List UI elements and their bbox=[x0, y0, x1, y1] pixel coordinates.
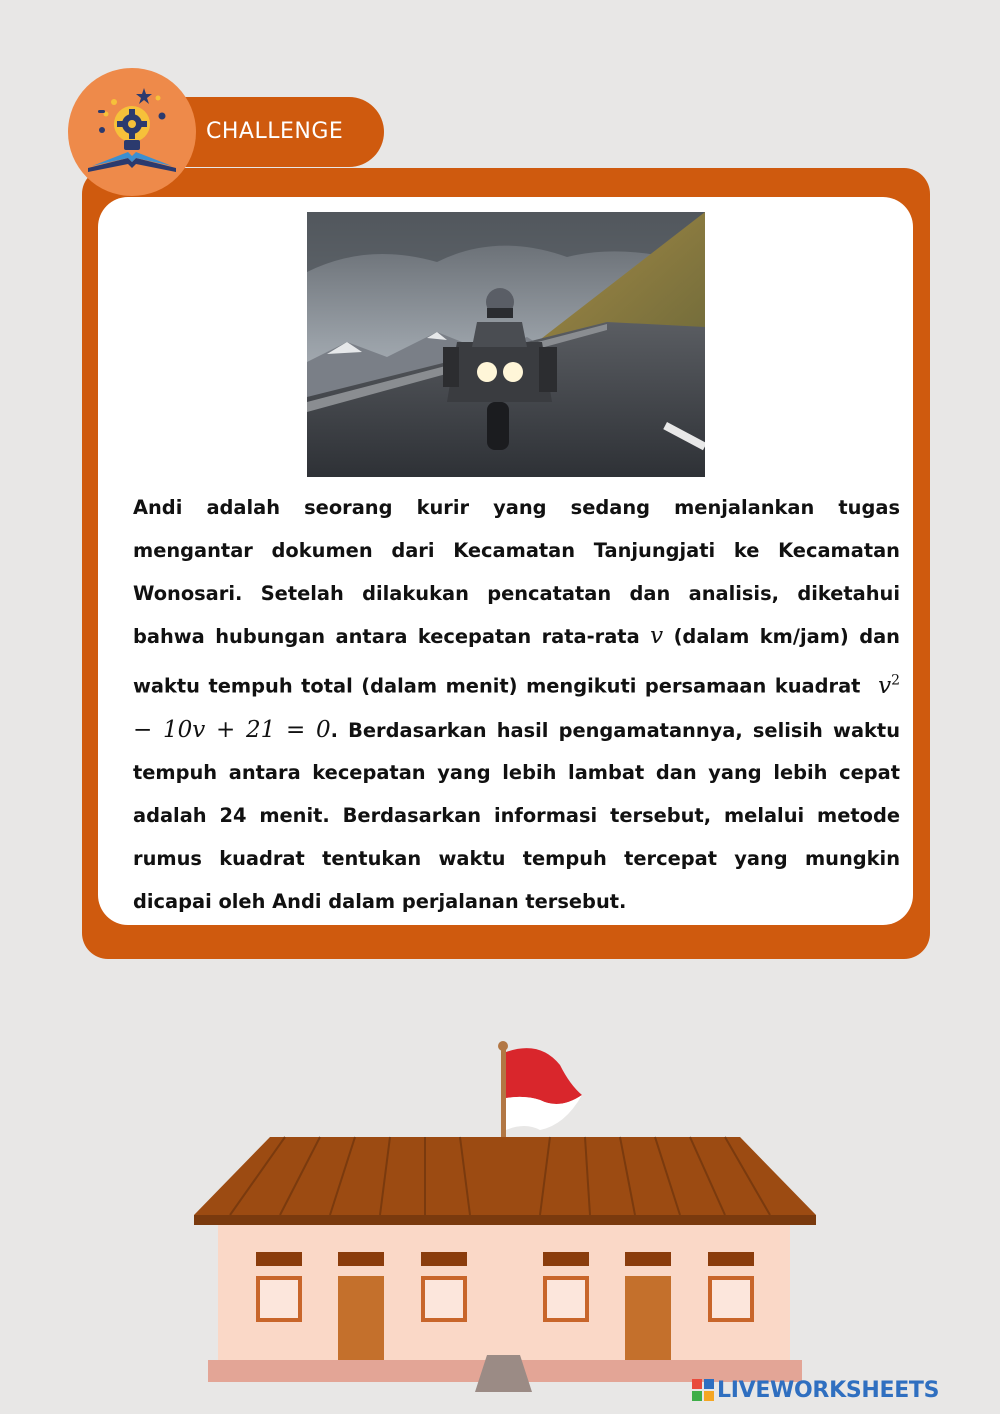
variable-v: v bbox=[650, 623, 664, 650]
liveworksheets-logo-icon bbox=[692, 1379, 714, 1401]
problem-text bbox=[133, 487, 900, 924]
equation-exponent: 2 bbox=[891, 672, 901, 689]
liveworksheets-brand bbox=[692, 1376, 939, 1404]
problem-part2: (dalam km/jam) dan waktu tempuh total (dalam menit) mengikuti persamaan kuadrat bbox=[133, 625, 900, 698]
motorcycle-photo bbox=[307, 212, 705, 477]
equation-rest: − 10v + 21 = 0 bbox=[133, 716, 331, 743]
brand-text: LIVEWORKSHEETS bbox=[717, 1377, 940, 1403]
challenge-label: CHALLENGE bbox=[206, 119, 344, 144]
challenge-badge-circle bbox=[68, 68, 196, 196]
school-building-with-flag-icon bbox=[190, 1040, 820, 1400]
lightbulb-gear-book-icon bbox=[68, 68, 196, 196]
problem-part3: . Berdasarkan hasil pengamatannya, selisih waktu tempuh antara kecepatan yang lebih lambat dan yang lebih cepat adalah 24 menit. Berdasarkan informasi tersebut, melalui metode rumus kuadrat tentukan waktu tempuh tercepat yang mungkin dicapai oleh Andi dalam perjalanan tersebut. bbox=[133, 718, 900, 913]
equation-base: v bbox=[878, 672, 892, 699]
problem-part1: Andi adalah seorang kurir yang sedang menjalankan tugas mengantar dokumen dari Kecamatan Tanjungjati ke Kecamatan Wonosari. Setelah dilakukan pencatatan dan analisis, diketahui bahwa hubungan antara kecepatan rata-rata bbox=[133, 496, 900, 649]
